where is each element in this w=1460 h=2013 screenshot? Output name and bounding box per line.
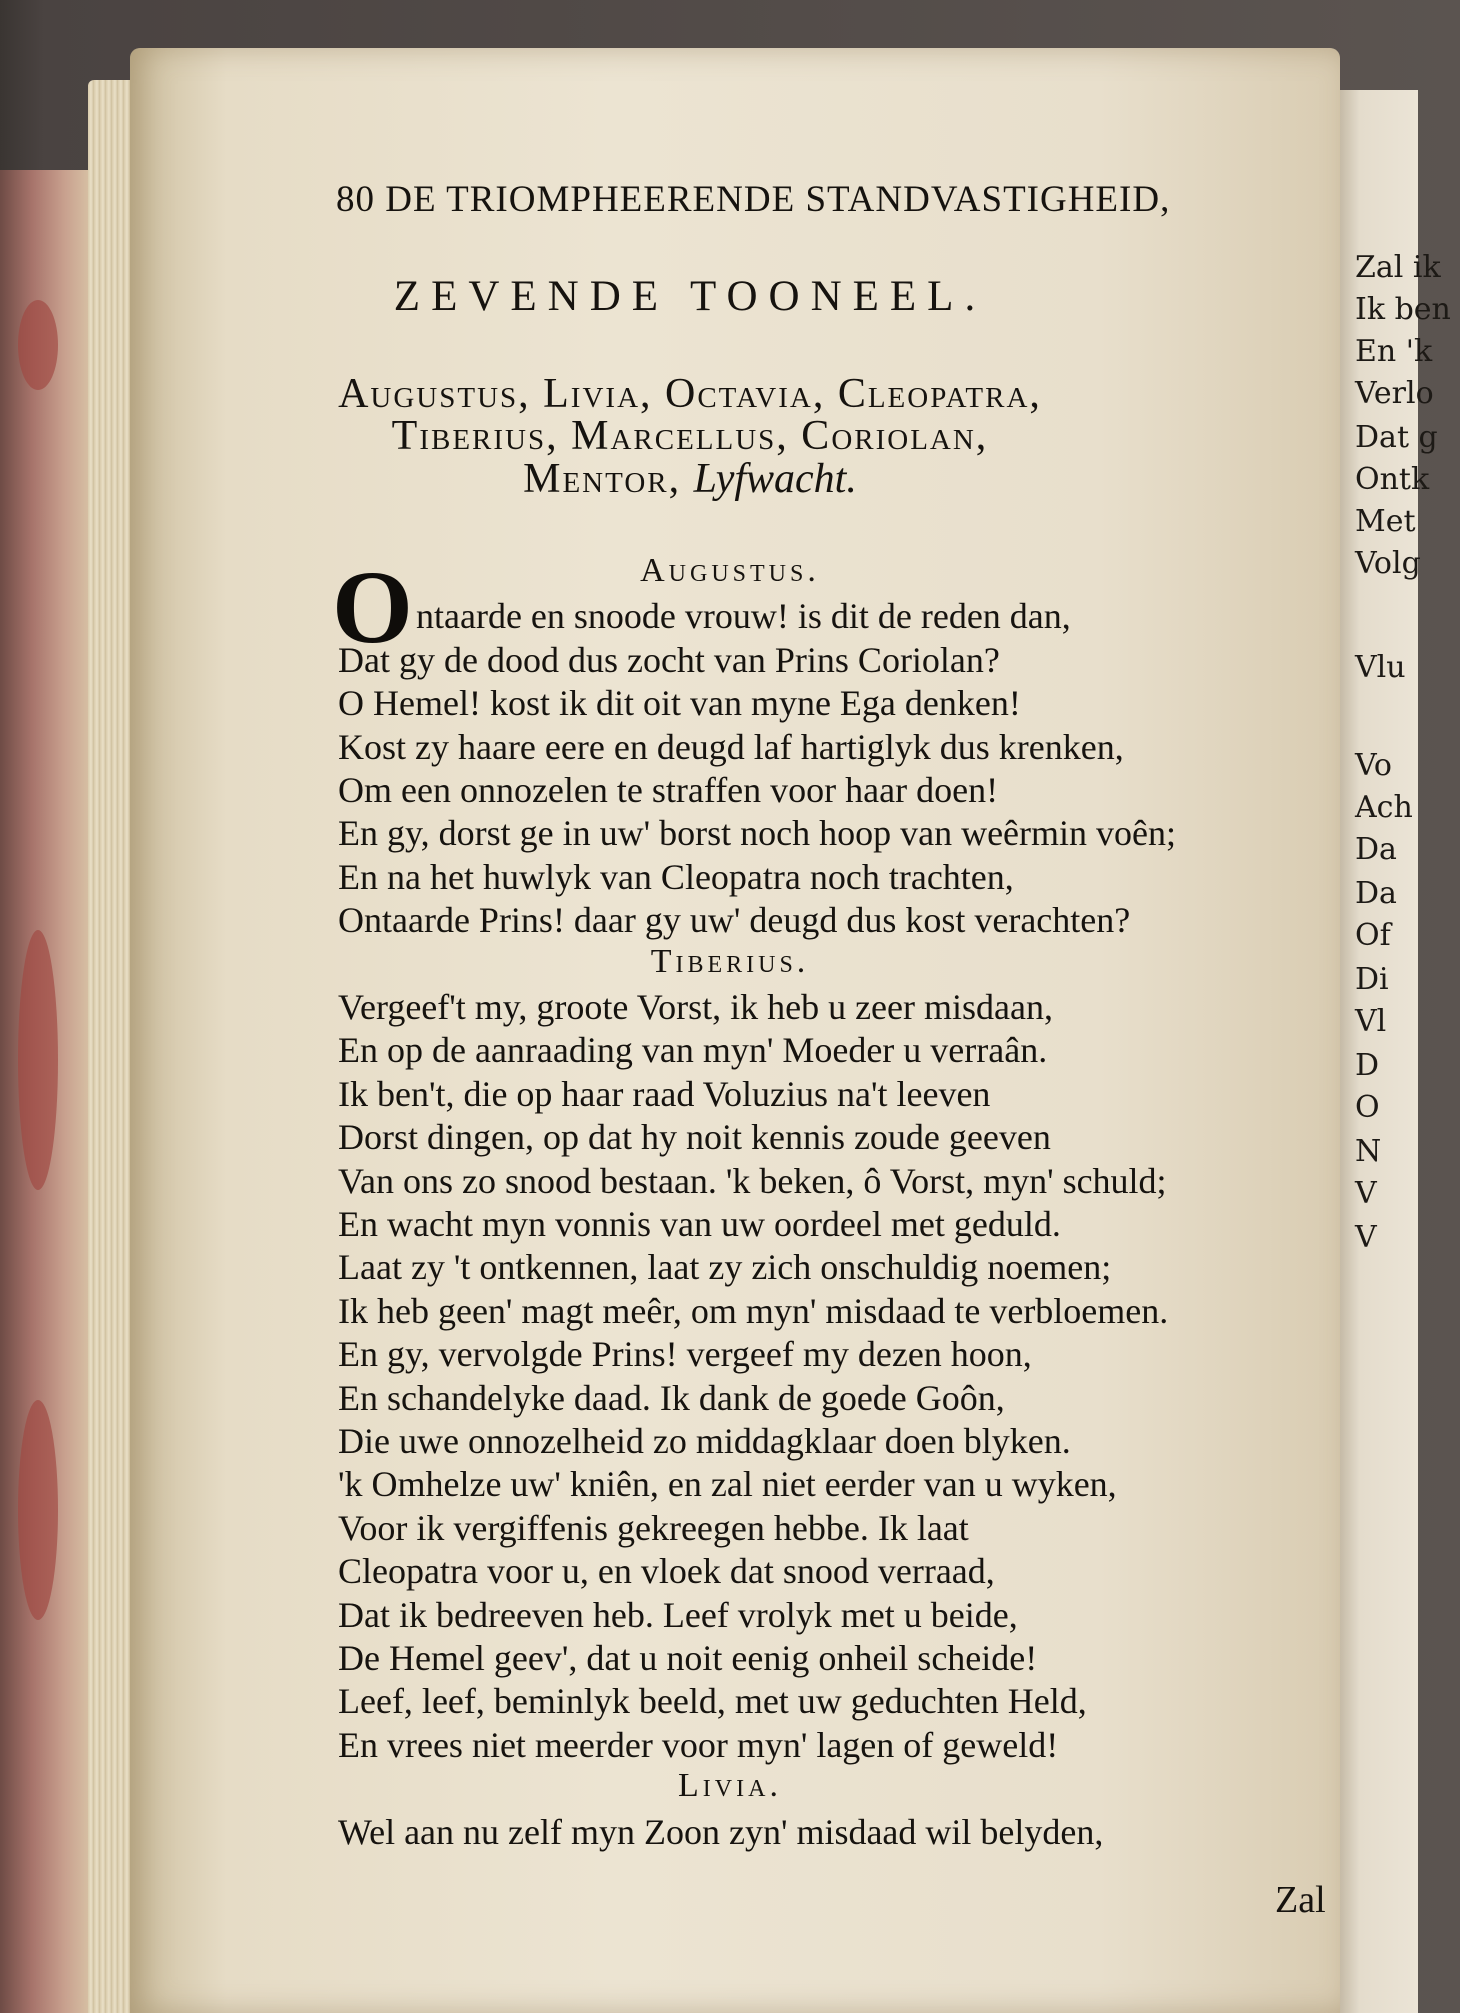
facing-page-fragment: Da: [1355, 832, 1397, 867]
running-head: [336, 178, 1170, 221]
facing-page-fragment: Ach: [1355, 790, 1413, 825]
facing-page-fragment: Verlo: [1355, 376, 1434, 411]
verse-line: 'k Omhelze uw' kniên, en zal niet eerder van u wyken,: [338, 1464, 1117, 1505]
speaker-name: Augustus.: [640, 552, 820, 589]
verse-line: Leef, leef, beminlyk beeld, met uw geduchten Held,: [338, 1681, 1087, 1722]
speaker-name: Tiberius.: [650, 942, 810, 980]
facing-page-fragment: Met: [1355, 504, 1416, 539]
verse-line: En wacht myn vonnis van uw oordeel met geduld.: [338, 1204, 1061, 1244]
verse-line: Kost zy haare eere en deugd laf hartiglyk dus krenken,: [338, 726, 1124, 767]
verse-line: Laat zy 't ontkennen, laat zy zich onschuldig noemen;: [338, 1247, 1112, 1288]
facing-page-fragment: Zal ik: [1355, 250, 1441, 285]
verse-line: Ik ben't, die op haar raad Voluzius na't leeven: [338, 1073, 991, 1114]
facing-page-fragment: V: [1355, 1176, 1377, 1211]
verse-line: Dat ik bedreeven heb. Leef vrolyk met u beide,: [338, 1594, 1018, 1635]
facing-page-fragment: Di: [1355, 962, 1389, 997]
verse-line: En na het huwlyk van Cleopatra noch trachten,: [338, 856, 1014, 897]
facing-page-fragment: Dat g: [1355, 420, 1438, 455]
facing-page-fragment: D: [1355, 1048, 1380, 1083]
facing-page-fragment: Ontk: [1355, 462, 1430, 497]
facing-page-fragment: Of: [1355, 918, 1391, 953]
verse-line: Om een onnozelen te straffen voor haar doen!: [338, 770, 999, 810]
verse-line: Wel aan nu zelf myn Zoon zyn' misdaad wil belyden,: [338, 1811, 1104, 1852]
facing-page-fragment: Da: [1355, 876, 1397, 911]
verse-line: Die uwe onnozelheid zo middagklaar doen blyken.: [338, 1421, 1071, 1461]
cast-name-italic: Lyfwacht.: [693, 456, 857, 502]
facing-page-fragment: N: [1355, 1134, 1382, 1169]
drop-cap: O: [332, 550, 413, 665]
verse-line: De Hemel geev', dat u noit eenig onheil scheide!: [338, 1638, 1038, 1678]
verse-line: Dat gy de dood dus zocht van Prins Coriolan?: [338, 639, 1000, 680]
verse-line: Van ons zo snood bestaan. 'k beken, ô Vorst, myn' schuld;: [338, 1160, 1167, 1201]
cast-list-line: Augustus, Livia, Octavia, Cleopatra,: [338, 371, 1042, 417]
verse-line: Voor ik vergiffenis gekreegen hebbe. Ik laat: [338, 1507, 969, 1548]
verse-line: En gy, vervolgde Prins! vergeef my dezen hoon,: [338, 1334, 1032, 1375]
cover-stain: [18, 1400, 58, 1620]
facing-page-fragment: Ik ben: [1355, 292, 1451, 327]
facing-page-fragment: Vl: [1355, 1004, 1387, 1039]
speaker-name: Livia.: [678, 1767, 782, 1805]
cast-list-line: Tiberius, Marcellus, Coriolan,: [391, 413, 989, 459]
cast-name: Mentor,: [523, 456, 694, 502]
verse-line: En vrees niet meerder voor myn' lagen of geweld!: [338, 1724, 1059, 1765]
verse-line: Dorst dingen, op dat hy noit kennis zoude geeven: [338, 1117, 1051, 1158]
scene-title: ZEVENDE TOONEEL.: [393, 273, 987, 320]
facing-page-fragment: V: [1355, 1220, 1377, 1255]
page-number: 80: [336, 179, 375, 220]
facing-page-fragment: Volg: [1355, 546, 1421, 581]
verse-line: Ik heb geen' magt meêr, om myn' misdaad te verbloemen.: [338, 1290, 1169, 1331]
facing-page-fragment: O: [1355, 1090, 1380, 1125]
cast-list-line: [0, 455, 1380, 503]
verse-line: En gy, dorst ge in uw' borst noch hoop van weêrmin voên;: [338, 813, 1177, 854]
verse-line: O Hemel! kost ik dit oit van myne Ega denken!: [338, 683, 1021, 724]
verse-line: Cleopatra voor u, en vloek dat snood verraad,: [338, 1551, 995, 1592]
verse-line: Ontaarde Prins! daar gy uw' deugd dus kost verachten?: [338, 900, 1131, 941]
facing-page-fragment: Vo: [1355, 748, 1392, 783]
catchword: Zal: [1275, 1879, 1326, 1921]
running-title: DE TRIOMPHEERENDE STANDVASTIGHEID,: [385, 179, 1171, 220]
verse-line: En schandelyke daad. Ik dank de goede Goôn,: [338, 1377, 1005, 1418]
facing-page-fragment: En 'k: [1355, 334, 1433, 369]
verse-line: En op de aanraading van myn' Moeder u verraân.: [338, 1030, 1048, 1071]
verse-line: Vergeef't my, groote Vorst, ik heb u zeer misdaan,: [338, 987, 1053, 1027]
facing-page-fragment: Vlu: [1355, 650, 1406, 685]
verse-line: ntaarde en snoode vrouw! is dit de reden dan,: [416, 596, 1071, 637]
